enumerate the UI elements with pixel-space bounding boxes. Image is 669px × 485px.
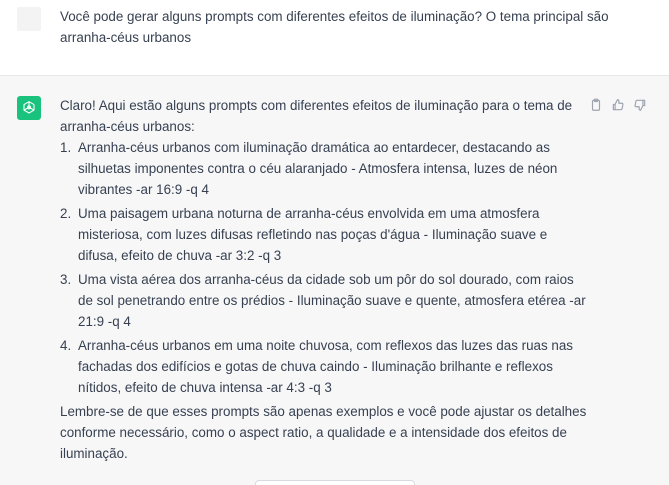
assistant-message-content — [60, 95, 590, 464]
openai-logo-icon — [17, 96, 41, 120]
list-item — [60, 335, 590, 398]
list-item — [60, 203, 590, 266]
list-item-text: Arranha-céus urbanos com iluminação dramática ao entardecer, destacando as silhuetas imponentes contra o céu alaranjado - Atmosfera intensa, luzes de néon vibrantes -ar 16:9 -q 4 — [78, 140, 558, 197]
prompt-list — [60, 137, 590, 398]
list-item-number: 1. — [60, 140, 72, 155]
thumbs-down-icon[interactable] — [632, 97, 648, 113]
regenerate-button-edge[interactable] — [255, 480, 415, 485]
list-item-number: 2. — [60, 206, 72, 221]
user-message-text: Você pode gerar alguns prompts com diferentes efeitos de iluminação? O tema principal são arranha-céus urbanos — [60, 9, 609, 45]
list-item-text: Arranha-céus urbanos em uma noite chuvosa, com reflexos das luzes das ruas nas fachadas dos edifícios e gotas de chuva caindo - Iluminação brilhante e reflexos nítidos, efeito de chuva intensa -ar 4:3 -q 3 — [78, 338, 573, 395]
list-item-text: Uma paisagem urbana noturna de arranha-céus envolvida em uma atmosfera misteriosa, com luzes difusas refletindo nas poças d'água - Iluminação suave e difusa, efeito de chuva -ar 3:2 -q 3 — [78, 206, 548, 263]
user-avatar — [17, 7, 41, 31]
user-message-row — [0, 0, 669, 76]
list-item — [60, 269, 590, 332]
list-item-text: Uma vista aérea dos arranha-céus da cidade sob um pôr do sol dourado, com raios de sol penetrando entre os prédios - Iluminação suave e quente, atmosfera etérea -ar 21:9 -q 4 — [78, 272, 586, 329]
assistant-outro: Lembre-se de que esses prompts são apenas exemplos e você pode ajustar os detalhes conforme necessário, como o aspect ratio, a qualidade e a intensidade dos efeitos de iluminação. — [60, 404, 587, 461]
clipboard-icon[interactable] — [588, 97, 604, 113]
list-item-number: 3. — [60, 272, 72, 287]
thumbs-up-icon[interactable] — [610, 97, 626, 113]
message-actions — [588, 96, 658, 114]
list-item-number: 4. — [60, 338, 72, 353]
assistant-message-row — [0, 76, 669, 485]
list-item — [60, 137, 590, 200]
assistant-intro: Claro! Aqui estão alguns prompts com diferentes efeitos de iluminação para o tema de arranha-céus urbanos: — [60, 98, 573, 134]
